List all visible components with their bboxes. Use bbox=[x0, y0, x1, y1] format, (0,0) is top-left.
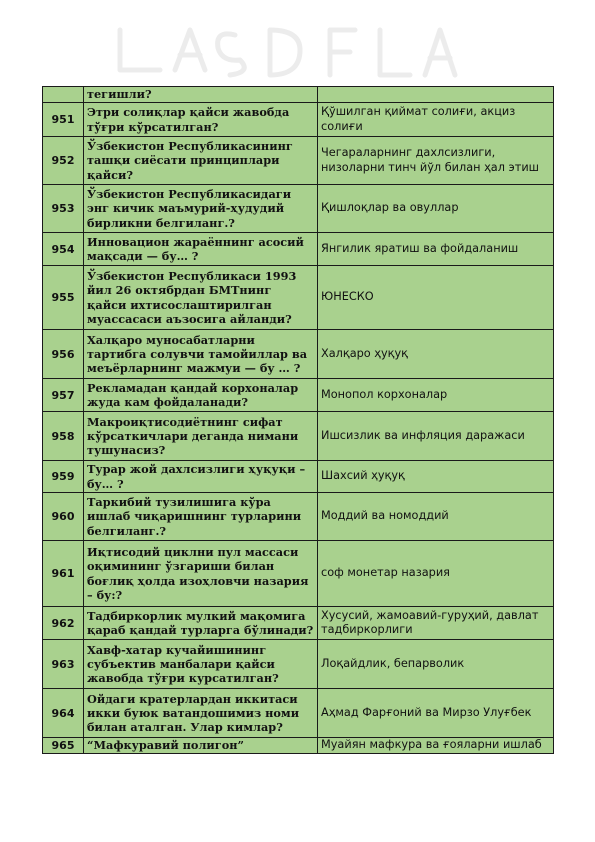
table-row bbox=[43, 137, 554, 185]
row-number: 953 bbox=[43, 185, 84, 233]
table-row bbox=[43, 233, 554, 266]
answer-cell: Қўшилган қиймат солиғи, акциз солиғи bbox=[318, 103, 554, 137]
table-row bbox=[43, 689, 554, 738]
answer-cell: Муайян мафкура ва ғояларни ишлаб bbox=[318, 738, 554, 754]
row-number bbox=[43, 87, 84, 103]
answer-cell: Шахсий ҳуқуқ bbox=[318, 461, 554, 493]
table-row bbox=[43, 541, 554, 607]
table-row bbox=[43, 607, 554, 640]
answer-cell: Чегараларнинг дахлсизлиги, низоларни тинч йўл билан ҳал этиш bbox=[318, 137, 554, 185]
answer-cell bbox=[318, 87, 554, 103]
table-row bbox=[43, 493, 554, 541]
answer-cell: Хусусий, жамоавий-гуруҳий, давлат тадбиркорлиги bbox=[318, 607, 554, 640]
question-cell: Этри солиқлар қайси жавобда тўғри кўрсатилган? bbox=[84, 103, 318, 137]
row-number: 962 bbox=[43, 607, 84, 640]
question-cell: “Мафкуравий полигон” bbox=[84, 738, 318, 754]
question-cell: Ўзбекистон Республикасидаги энг кичик маъмурий-ҳудудий бирликни белгиланг.? bbox=[84, 185, 318, 233]
row-number: 957 bbox=[43, 379, 84, 412]
row-number: 955 bbox=[43, 266, 84, 330]
answer-cell: Лоқайдлик, бепарволик bbox=[318, 640, 554, 689]
question-cell: Ойдаги кратерлардан иккитаси икки буюк ватандошимиз номи билан аталган. Улар кимлар? bbox=[84, 689, 318, 738]
answer-cell: Қишлоқлар ва овуллар bbox=[318, 185, 554, 233]
table-row bbox=[43, 330, 554, 379]
question-cell: Турар жой дахлсизлиги ҳуқуқи – бу… ? bbox=[84, 461, 318, 493]
row-number: 954 bbox=[43, 233, 84, 266]
row-number: 951 bbox=[43, 103, 84, 137]
table-row bbox=[43, 379, 554, 412]
table-row bbox=[43, 266, 554, 330]
question-cell: Макроиқтисодиётнинг сифат кўрсаткичлари деганда нимани тушунасиз? bbox=[84, 412, 318, 461]
answer-cell: Моддий ва номоддий bbox=[318, 493, 554, 541]
answer-cell: Халқаро ҳуқуқ bbox=[318, 330, 554, 379]
row-number: 961 bbox=[43, 541, 84, 607]
answer-cell: ЮНЕСКО bbox=[318, 266, 554, 330]
question-cell: Ўзбекистон Республикасининг ташқи сиёсати принциплари қайси? bbox=[84, 137, 318, 185]
answer-cell: Янгилик яратиш ва фойдаланиш bbox=[318, 233, 554, 266]
question-cell: тегишли? bbox=[84, 87, 318, 103]
question-cell: Иқтисодий циклни пул массаси оқимининг ўзгариши билан боғлиқ ҳолда изоҳловчи назария – бу:? bbox=[84, 541, 318, 607]
question-cell: Халқаро муносабатларни тартибга солувчи тамойиллар ва меъёрларнинг мажмуи — бу … ? bbox=[84, 330, 318, 379]
table-row bbox=[43, 461, 554, 493]
question-cell: Инновацион жараённинг асосий мақсади — бу… ? bbox=[84, 233, 318, 266]
row-number: 960 bbox=[43, 493, 84, 541]
table-row bbox=[43, 185, 554, 233]
question-cell: Тадбиркорлик мулкий мақомига қараб қандай турларга бўлинади? bbox=[84, 607, 318, 640]
table-row bbox=[43, 738, 554, 754]
row-number: 965 bbox=[43, 738, 84, 754]
answer-cell: Монопол корхоналар bbox=[318, 379, 554, 412]
question-cell: Хавф-хатар кучайишининг субъектив манбалари қайси жавобда тўғри курсатилган? bbox=[84, 640, 318, 689]
answer-cell: Аҳмад Фарғоний ва Мирзо Улуғбек bbox=[318, 689, 554, 738]
row-number: 956 bbox=[43, 330, 84, 379]
row-number: 959 bbox=[43, 461, 84, 493]
table-row bbox=[43, 640, 554, 689]
row-number: 958 bbox=[43, 412, 84, 461]
row-number: 964 bbox=[43, 689, 84, 738]
table-row bbox=[43, 103, 554, 137]
question-cell: Ўзбекистон Республикаси 1993 йил 26 октябрдан БМТнинг қайси ихтисослаштирилган муассасаси аъзосига айланди? bbox=[84, 266, 318, 330]
table-row bbox=[43, 87, 554, 103]
table-row bbox=[43, 412, 554, 461]
question-cell: Таркибий тузилишига кўра ишлаб чиқаришнинг турларини белгиланг.? bbox=[84, 493, 318, 541]
questions-table bbox=[42, 86, 554, 754]
answer-cell: соф монетар назария bbox=[318, 541, 554, 607]
row-number: 952 bbox=[43, 137, 84, 185]
answer-cell: Ишсизлик ва инфляция даражаси bbox=[318, 412, 554, 461]
row-number: 963 bbox=[43, 640, 84, 689]
question-cell: Рекламадан қандай корхоналар жуда кам фойдаланади? bbox=[84, 379, 318, 412]
